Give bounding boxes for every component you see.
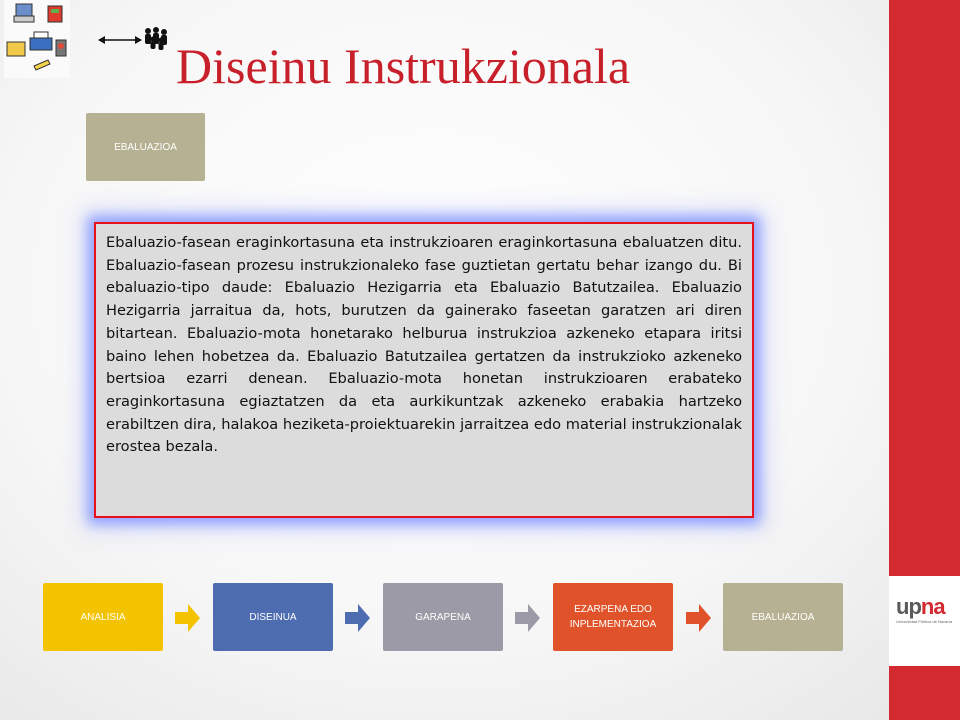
flow-step-diseinua: DISEINUA bbox=[213, 583, 333, 651]
book-icon bbox=[48, 6, 62, 22]
description-text: Ebaluazio-fasean eraginkortasuna eta instrukzioaren eraginkortasuna ebaluatzen ditu. Ebaluazio-fasean prozesu instrukzionaleko fase guztietan gertatu behar izango du. Bi ebaluazio-tipo daude: Ebaluazio Hezigarria eta Ebaluazio Batutzailea. Ebaluazio Hezigarria jarraitua da, hots, burutzen da gainerako faseetan garatzen ari diren bitartean. Ebaluazio-mota honetarako helburua instrukzioa azkeneko etapara iritsi baino lehen hobetzea da. Ebaluazio Batutzailea gertatzen da instrukzioko azkeneko bertsioa ezarri denean. Ebaluazio-mota honetan instrukzioaren erabateko eraginkortasuna egiaztatzen da eta aurkikuntzak azkeneko erabakia hartzeko erabiltzen dira, halakoa heziketa-proiektuarekin jarraitzea edo material instrukzionalak erostea bezala. bbox=[106, 234, 742, 456]
pencil-icon bbox=[34, 60, 50, 70]
description-box bbox=[94, 222, 754, 518]
flow-step-analisia: ANALISIA bbox=[43, 583, 163, 651]
flow-arrow-icon bbox=[175, 603, 201, 633]
flow-arrow-icon bbox=[686, 603, 712, 633]
flow-step-garapena: GARAPENA bbox=[383, 583, 503, 651]
folder-icon bbox=[7, 42, 25, 56]
flow-step-ebaluazioa: EBALUAZIOA bbox=[723, 583, 843, 651]
current-stage-tag: EBALUAZIOA bbox=[86, 113, 205, 181]
projector-icon bbox=[56, 40, 66, 56]
flow-step-ezarpena: EZARPENA EDO INPLEMENTAZIOA bbox=[553, 583, 673, 651]
page-title: Diseinu Instrukzionala bbox=[176, 38, 631, 94]
clipart-icon-cluster bbox=[4, 0, 70, 78]
computer-icon bbox=[14, 4, 34, 22]
flow-arrow-icon bbox=[515, 603, 541, 633]
arrow-people-icon bbox=[98, 26, 170, 52]
flow-arrow-icon bbox=[345, 603, 371, 633]
university-logo: upna Universidad Pública de Navarra bbox=[896, 594, 953, 624]
printer-icon bbox=[30, 32, 52, 50]
